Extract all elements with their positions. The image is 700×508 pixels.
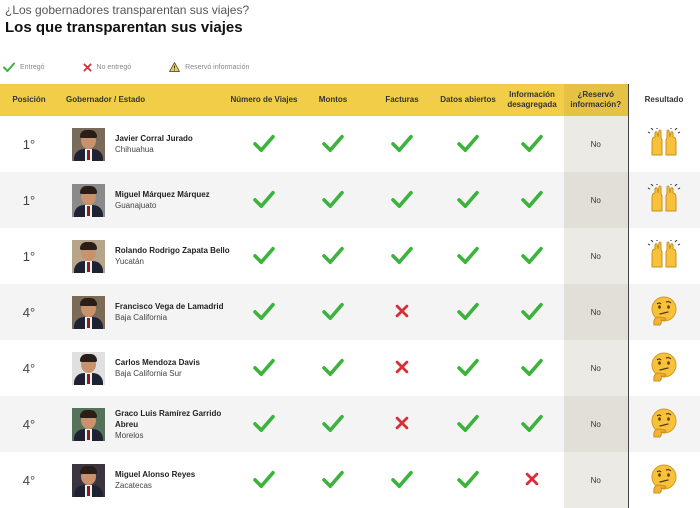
cell-invoices: [368, 284, 436, 340]
cell-reserved: No: [564, 284, 628, 340]
cell-invoices: [368, 396, 436, 452]
check-icon: [322, 424, 344, 434]
check-icon: [521, 312, 543, 322]
cell-open_data: [436, 396, 500, 452]
cell-reserved: No: [564, 340, 628, 396]
table-row: [0, 396, 700, 452]
avatar: [72, 464, 105, 497]
check-icon: [457, 424, 479, 434]
check-icon: [457, 368, 479, 378]
check-icon: [391, 144, 413, 154]
cell-amounts: [298, 396, 368, 452]
cell-trips: [230, 340, 298, 396]
legend-item-delivered: [3, 62, 45, 72]
check-icon: [521, 256, 543, 266]
cell-disaggregated: [500, 284, 564, 340]
column-header-disaggregated: Información desagregada: [500, 84, 564, 116]
check-icon: [322, 144, 344, 154]
check-icon: [253, 312, 275, 322]
cell-position: 1°: [0, 172, 58, 228]
cell-position: 1°: [0, 116, 58, 172]
governor-name: Javier Corral Jurado: [115, 134, 193, 143]
governor-name: Miguel Márquez Márquez: [115, 190, 210, 199]
legend-label: Entregó: [20, 63, 45, 71]
thinking-face-icon: [649, 408, 679, 440]
cell-position: 1°: [0, 228, 58, 284]
legend-label: No entregó: [96, 63, 132, 71]
raising-hands-icon: [647, 240, 681, 272]
cell-open_data: [436, 340, 500, 396]
cell-position: 4°: [0, 284, 58, 340]
check-icon: [391, 256, 413, 266]
table-row: [0, 172, 700, 228]
check-icon: [253, 424, 275, 434]
check-icon: [3, 62, 15, 72]
avatar: [72, 184, 105, 217]
check-icon: [322, 480, 344, 490]
cell-position: 4°: [0, 452, 58, 508]
governor-state: Zacatecas: [115, 481, 152, 490]
cell-result: [628, 396, 700, 452]
legend-label: Reservó información: [185, 63, 250, 71]
cell-result: [628, 284, 700, 340]
cell-open_data: [436, 452, 500, 508]
cell-invoices: [368, 452, 436, 508]
check-icon: [457, 480, 479, 490]
cell-governor: [58, 396, 230, 452]
cell-trips: [230, 172, 298, 228]
check-icon: [253, 256, 275, 266]
cell-open_data: [436, 172, 500, 228]
cell-disaggregated: [500, 452, 564, 508]
legend-item-reserved: [169, 62, 249, 72]
cross-icon: [525, 478, 539, 488]
check-icon: [322, 256, 344, 266]
page-kicker: ¿Los gobernadores transparentan sus viajes?: [5, 3, 250, 17]
column-header-trips: Número de Viajes: [230, 84, 298, 116]
cell-amounts: [298, 228, 368, 284]
governor-state: Morelos: [115, 430, 144, 440]
check-icon: [391, 200, 413, 210]
cross-icon: [395, 422, 409, 432]
transparency-table: [0, 84, 700, 508]
cell-trips: [230, 396, 298, 452]
cell-position: 4°: [0, 396, 58, 452]
cell-disaggregated: [500, 340, 564, 396]
cell-reserved: No: [564, 172, 628, 228]
cell-trips: [230, 284, 298, 340]
governor-state: Baja California: [115, 313, 168, 322]
avatar: [72, 408, 105, 441]
governor-state: Guanajuato: [115, 201, 157, 210]
avatar: [72, 240, 105, 273]
cell-governor: [58, 172, 230, 228]
cell-disaggregated: [500, 172, 564, 228]
table-row: [0, 452, 700, 508]
table-row: [0, 116, 700, 172]
cell-trips: [230, 116, 298, 172]
table-row: [0, 340, 700, 396]
cross-icon: [395, 310, 409, 320]
cell-governor: [58, 340, 230, 396]
cell-result: [628, 340, 700, 396]
column-header-governor: Gobernador / Estado: [58, 84, 230, 116]
cell-invoices: [368, 116, 436, 172]
table-row: [0, 228, 700, 284]
governor-name: Rolando Rodrigo Zapata Bello: [115, 246, 230, 255]
cell-trips: [230, 452, 298, 508]
cell-disaggregated: [500, 396, 564, 452]
check-icon: [521, 424, 543, 434]
cell-amounts: [298, 452, 368, 508]
avatar: [72, 352, 105, 385]
check-icon: [521, 368, 543, 378]
check-icon: [457, 312, 479, 322]
governor-name: Graco Luis Ramírez Garrido Abreu: [115, 408, 222, 429]
page-title: Los que transparentan sus viajes: [5, 19, 243, 36]
cell-governor: [58, 116, 230, 172]
cell-invoices: [368, 340, 436, 396]
cell-invoices: [368, 228, 436, 284]
check-icon: [253, 480, 275, 490]
check-icon: [253, 200, 275, 210]
check-icon: [253, 368, 275, 378]
legend: [3, 59, 287, 75]
check-icon: [521, 144, 543, 154]
governor-state: Chihuahua: [115, 145, 154, 154]
cell-reserved: No: [564, 228, 628, 284]
cell-invoices: [368, 172, 436, 228]
column-header-invoices: Facturas: [368, 84, 436, 116]
column-header-reserved: ¿Reservó información?: [564, 84, 628, 116]
cell-amounts: [298, 284, 368, 340]
cell-amounts: [298, 116, 368, 172]
check-icon: [253, 144, 275, 154]
raising-hands-icon: [647, 128, 681, 160]
governor-state: Baja California Sur: [115, 369, 182, 378]
check-icon: [322, 312, 344, 322]
governor-name: Francisco Vega de Lamadrid: [115, 302, 224, 311]
column-header-open-data: Datos abiertos: [436, 84, 500, 116]
cell-amounts: [298, 172, 368, 228]
column-header-position: Posición: [0, 84, 58, 116]
check-icon: [322, 200, 344, 210]
cell-governor: [58, 452, 230, 508]
cross-icon: [83, 63, 92, 72]
thinking-face-icon: [649, 296, 679, 328]
cell-disaggregated: [500, 116, 564, 172]
cell-position: 4°: [0, 340, 58, 396]
cell-reserved: No: [564, 116, 628, 172]
cell-reserved: No: [564, 452, 628, 508]
table-body: [0, 116, 700, 508]
cell-open_data: [436, 116, 500, 172]
cell-governor: [58, 228, 230, 284]
check-icon: [457, 256, 479, 266]
legend-item-not-delivered: [83, 63, 132, 72]
check-icon: [322, 368, 344, 378]
table-header-row: [0, 84, 700, 116]
check-icon: [457, 144, 479, 154]
governor-name: Carlos Mendoza Davis: [115, 358, 200, 367]
table-row: [0, 284, 700, 340]
raising-hands-icon: [647, 184, 681, 216]
cell-disaggregated: [500, 228, 564, 284]
cell-amounts: [298, 340, 368, 396]
cell-result: [628, 228, 700, 284]
check-icon: [457, 200, 479, 210]
thinking-face-icon: [649, 352, 679, 384]
warning-icon: [169, 62, 180, 72]
check-icon: [521, 200, 543, 210]
cell-open_data: [436, 284, 500, 340]
avatar: [72, 296, 105, 329]
cell-result: [628, 452, 700, 508]
avatar: [72, 128, 105, 161]
cell-governor: [58, 284, 230, 340]
cell-result: [628, 116, 700, 172]
thinking-face-icon: [649, 464, 679, 496]
governor-state: Yucatán: [115, 257, 144, 266]
cell-trips: [230, 228, 298, 284]
cell-reserved: No: [564, 396, 628, 452]
check-icon: [391, 480, 413, 490]
column-header-result: Resultado: [628, 84, 700, 116]
column-header-amounts: Montos: [298, 84, 368, 116]
cell-open_data: [436, 228, 500, 284]
cross-icon: [395, 366, 409, 376]
cell-result: [628, 172, 700, 228]
governor-name: Miguel Alonso Reyes: [115, 470, 196, 479]
